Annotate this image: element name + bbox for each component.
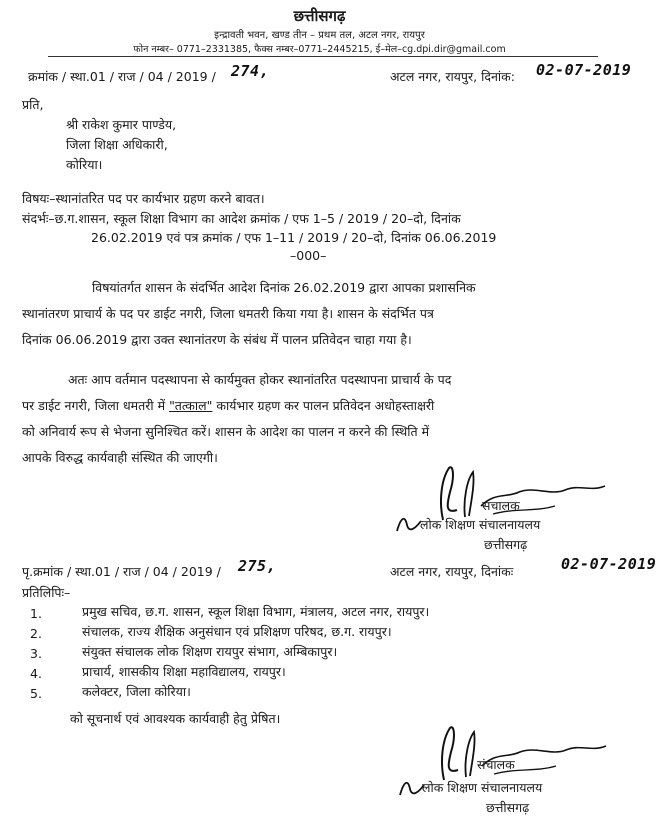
copy-item-text: प्रमुख सचिव, छ.ग. शासन, स्कूल शिक्षा विभाग, मंत्रालय, अटल नगर, रायपुर। <box>82 604 430 619</box>
endorsement-place-date: अटल नगर, रायपुर, दिनांकः <box>390 564 514 579</box>
recipient-designation: जिला शिक्षा अधिकारी, <box>66 137 168 152</box>
recipient-name: श्री राकेश कुमार पाण्डेय, <box>66 117 177 132</box>
endorsement-number: पृ.क्रमांक / स्था.01 / राज / 04 / 2019 / <box>22 564 221 579</box>
body-p1-line-2: स्थानांतरण प्राचार्य के पद पर डाईट नगरी, जिला धमतरी किया गया है। शासन के संदर्भित पत्र <box>22 306 434 321</box>
body-p2-line-4: आपके विरुद्ध कार्यवाही संस्थित की जाएगी। <box>22 450 218 465</box>
letterhead-address: इन्द्रावती भवन, खण्ड तीन – प्रथम तल, अटल नगर, रायपुर <box>214 30 425 41</box>
body-p2-line-2 <box>22 393 602 419</box>
subject-line: विषयः–स्थानांतरित पद पर कार्यभार ग्रहण करने बावत। <box>22 191 265 206</box>
section-divider: –000– <box>290 248 327 263</box>
signatory-state-1: छत्तीसगढ़ <box>484 537 528 552</box>
body-p2-line-3: को अनिवार्य रूप से भेजना सुनिश्चित करें। शासन के आदेश का पालन न करने की स्थिति में <box>22 424 430 439</box>
reference-line-1: संदर्भः–छ.ग.शासन, स्कूल शिक्षा विभाग का आदेश क्रमांक / एफ 1–5 / 2019 / 20–दो, दिनांक <box>22 211 461 226</box>
body-p2-line-1: अतः आप वर्तमान पदस्थापना से कार्यमुक्त होकर स्थानांतरित पदस्थापना प्राचार्य के पद <box>68 372 452 387</box>
place-date-label: अटल नगर, रायपुर, दिनांक: <box>390 69 515 84</box>
signature-1-scribble-icon <box>395 462 615 524</box>
handwritten-endorsement-date: 02-07-2019 <box>561 555 656 573</box>
signature-2-scribble-icon <box>400 722 620 784</box>
handwritten-date: 02-07-2019 <box>536 61 632 79</box>
body-p2-line-2-pre: पर डाईट नगरी, जिला धमतरी में <box>22 398 170 413</box>
copy-to-label: प्रतिलिपिः– <box>22 585 71 600</box>
letterhead-contact: फोन नम्बर– 0771–2331385, फैक्स नम्बर–0771–2445215, ई–मेल–cg.dpi.dir@gmail.com <box>133 44 506 55</box>
reference-number: क्रमांक / स्था.01 / राज / 04 / 2019 / <box>28 69 216 84</box>
copy-item-number: 5. <box>30 686 42 701</box>
signatory-office-2: लोक शिक्षण संचालनायलय <box>422 780 543 795</box>
body-p2-line-2-post: कार्यभार ग्रहण कर पालन प्रतिवेदन अधोहस्ताक्षरी <box>212 398 435 413</box>
letterhead-divider <box>48 56 598 57</box>
handwritten-endorsement-number: 275, <box>238 557 277 575</box>
signatory-state-2: छत्तीसगढ़ <box>486 800 530 815</box>
reference-line-2: 26.02.2019 एवं पत्र क्रमांक / एफ 1–11 / 2019 / 20–दो, दिनांक 06.06.2019 <box>91 230 497 245</box>
endorsement-footer: को सूचनार्थ एवं आवश्यक कार्यवाही हेतु प्रेषित। <box>70 711 281 726</box>
prati-label: प्रति, <box>22 97 44 112</box>
copy-item-text: प्राचार्य, शासकीय शिक्षा महाविद्यालय, रायपुर। <box>82 664 286 679</box>
copy-item-text: कलेक्टर, जिला कोरिया। <box>82 684 191 699</box>
letterhead-title: छत्तीसगढ़ <box>293 7 346 25</box>
signatory-office-1: लोक शिक्षण संचालनायलय <box>420 517 541 532</box>
copy-item-text: संचालक, राज्य शैक्षिक अनुसंधान एवं प्रशिक्षण परिषद, छ.ग. रायपुर। <box>82 624 392 639</box>
body-paragraph-2 <box>22 367 602 471</box>
body-p1-line-1: विषयांतर्गत शासन के संदर्भित आदेश दिनांक 26.02.2019 द्वारा आपका प्रशासनिक <box>92 280 476 295</box>
copy-item-number: 1. <box>30 606 42 621</box>
copy-item-number: 3. <box>30 646 42 661</box>
copy-item-number: 4. <box>30 666 42 681</box>
signatory-title-2: संचालक <box>477 757 515 772</box>
signatory-title-1: संचालक <box>482 498 520 513</box>
body-paragraph-1 <box>22 275 602 353</box>
body-p1-line-3: दिनांक 06.06.2019 द्वारा उक्त स्थानांतरण के संबंध में पालन प्रतिवेदन चाहा गया है। <box>22 332 412 347</box>
emphasis-tatkal: "तत्काल" <box>169 398 213 413</box>
recipient-district: कोरिया। <box>66 157 103 172</box>
signature-1-flourish-icon <box>395 513 423 533</box>
handwritten-reference-number: 274, <box>231 62 270 80</box>
copy-item-text: संयुक्त संचालक लोक शिक्षण रायपुर संभाग, अम्बिकापुर। <box>82 644 338 659</box>
copy-item-number: 2. <box>30 626 42 641</box>
